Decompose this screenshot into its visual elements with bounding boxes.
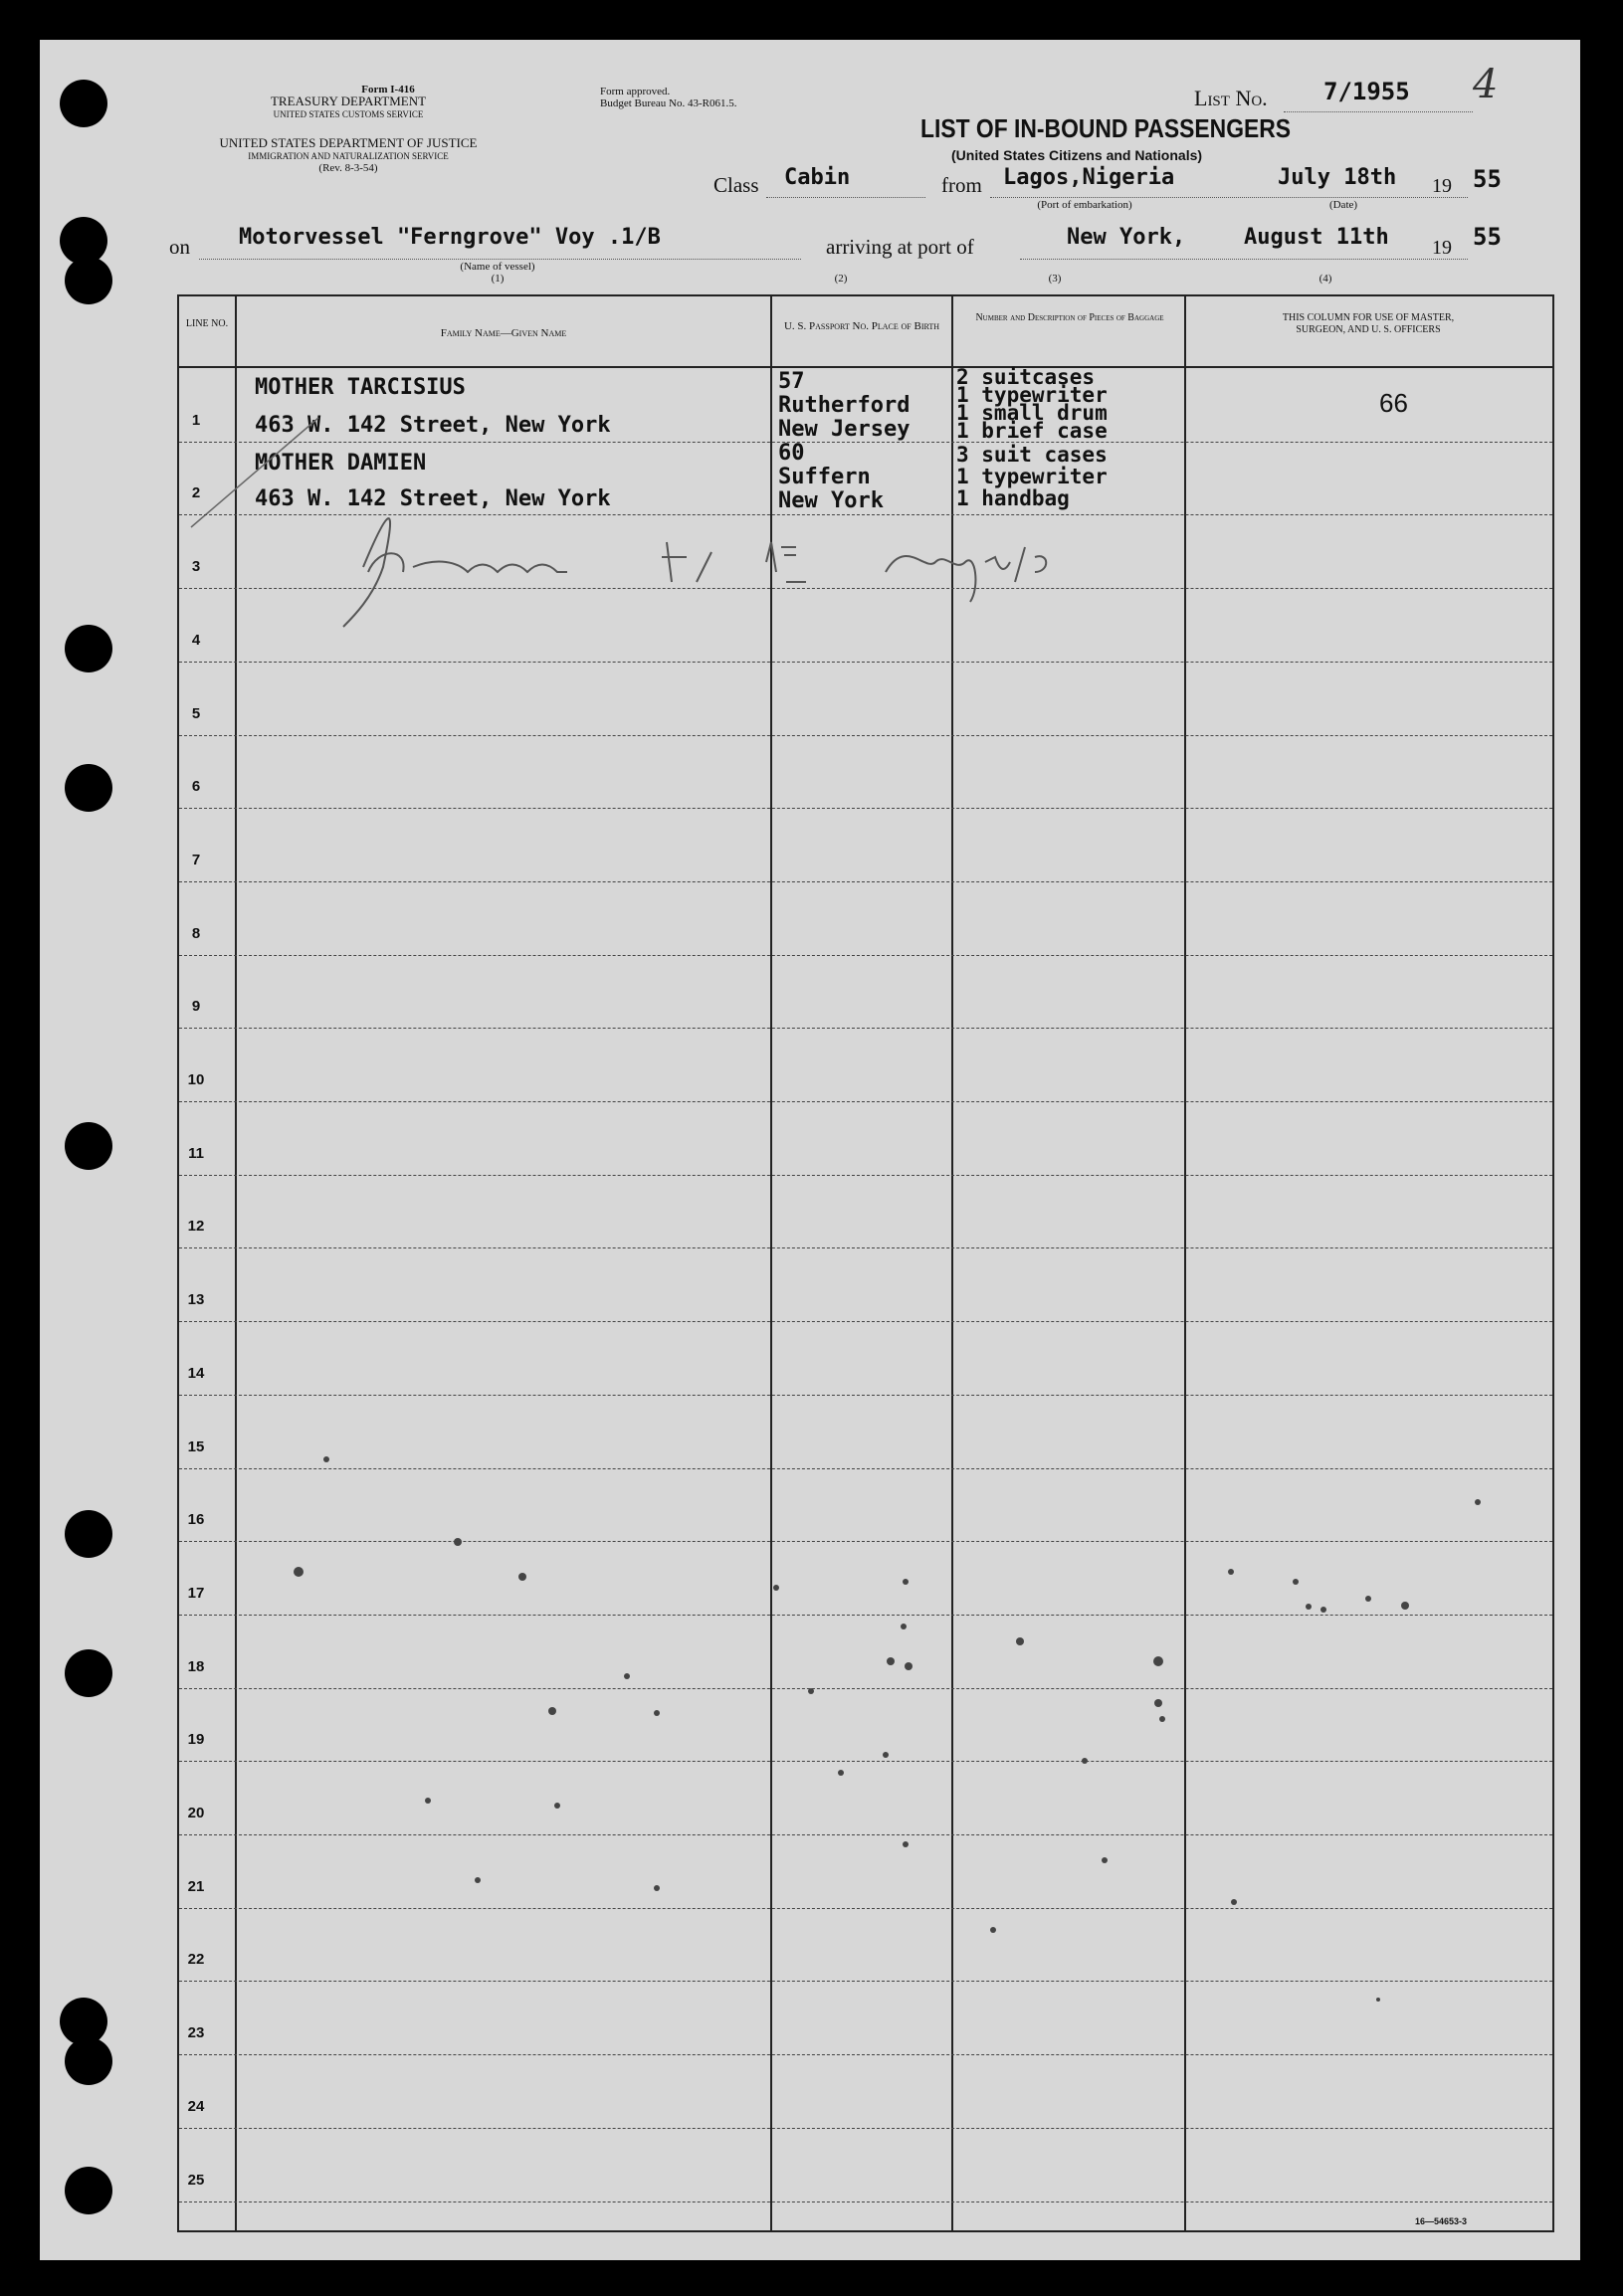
passenger-2-passport: 60 — [778, 441, 805, 466]
passenger-2-baggage-2: 1 typewriter — [956, 465, 1108, 488]
speckle-dot — [323, 1456, 329, 1462]
departure-date: July 18th — [1278, 165, 1397, 190]
table-row-line — [179, 1688, 1552, 1689]
table-row-line — [179, 2054, 1552, 2055]
speckle-dot — [554, 1803, 560, 1809]
line-number: 12 — [187, 1218, 205, 1236]
speckle-dot — [1016, 1637, 1024, 1645]
speckle-dot — [1228, 1569, 1234, 1575]
table-row-line — [179, 514, 1552, 515]
table-row-line — [179, 1615, 1552, 1616]
passenger-1-baggage-2: 1 typewriter — [956, 383, 1108, 407]
vessel-name: Motorvessel "Ferngrove" Voy .1/B — [239, 225, 661, 250]
arriving-label: arriving at port of — [826, 235, 974, 259]
line-number: 7 — [191, 851, 201, 868]
table-row-line — [179, 2128, 1552, 2129]
document-subtitle: (United States Citizens and Nationals) — [951, 147, 1203, 163]
speckle-dot — [1231, 1899, 1237, 1905]
arrival-date: August 11th — [1244, 225, 1389, 250]
line-number: 18 — [187, 1657, 205, 1675]
table-row-line — [179, 1981, 1552, 1982]
table-row-line — [179, 1175, 1552, 1176]
arrival-year: 55 — [1473, 223, 1502, 251]
table-row-line — [179, 1468, 1552, 1469]
passenger-2-baggage-3: 1 handbag — [956, 486, 1070, 510]
ins-service: IMMIGRATION AND NATURALIZATION SERVICE — [248, 151, 449, 161]
corner-number: 4 — [1473, 62, 1499, 107]
passenger-1-birth-city: Rutherford — [778, 393, 911, 418]
speckle-dot — [1475, 1499, 1481, 1505]
table-row-line — [179, 1321, 1552, 1322]
departure-year-prefix: 19 — [1432, 175, 1452, 197]
table-row-line — [179, 735, 1552, 736]
line-number: 22 — [187, 1951, 205, 1969]
line-number: 8 — [191, 924, 201, 942]
table-row-line — [179, 588, 1552, 589]
column-header-passport: U. S. Passport No. Place of Birth — [783, 320, 940, 332]
treasury-department: TREASURY DEPARTMENT — [270, 94, 427, 108]
line-number: 15 — [187, 1437, 205, 1455]
table-row-line — [179, 1028, 1552, 1029]
line-number: 16 — [187, 1511, 205, 1529]
line-number: 2 — [191, 484, 201, 502]
line-number: 4 — [191, 631, 201, 649]
arrival-port: New York, — [1067, 225, 1186, 250]
line-number: 1 — [191, 411, 201, 429]
speckle-dot — [518, 1573, 526, 1581]
table-row-line — [179, 1908, 1552, 1909]
class-value: Cabin — [784, 165, 851, 190]
caption-2: (2) — [834, 273, 848, 285]
speckle-dot — [1102, 1857, 1108, 1863]
speckle-dot — [654, 1710, 660, 1716]
speckle-dot — [1306, 1604, 1312, 1610]
passenger-2-address: 463 W. 142 Street, New York — [255, 486, 611, 511]
speckle-dot — [903, 1579, 909, 1585]
passenger-1-birth-state: New Jersey — [778, 417, 911, 442]
speckle-dot — [654, 1885, 660, 1891]
speckle-dot — [905, 1662, 913, 1670]
table-row-line — [179, 1101, 1552, 1102]
passenger-2-birth-state: New York — [778, 488, 884, 513]
arrival-year-prefix: 19 — [1432, 237, 1452, 259]
line-number: 23 — [187, 2024, 205, 2042]
page-speckles — [40, 40, 1580, 2260]
line-number: 5 — [191, 704, 201, 722]
revision-date: (Rev. 8-3-54) — [318, 162, 378, 174]
line-number: 9 — [191, 998, 201, 1016]
line-number: 21 — [187, 1877, 205, 1895]
passenger-1-name: MOTHER TARCISIUS — [255, 375, 466, 400]
table-row-line — [179, 442, 1552, 443]
officer-note: 66 — [1379, 388, 1408, 418]
speckle-dot — [990, 1927, 996, 1933]
line-number: 14 — [187, 1364, 205, 1382]
passenger-list-document — [40, 40, 1580, 2260]
customs-service: UNITED STATES CUSTOMS SERVICE — [273, 109, 424, 119]
speckle-dot — [1376, 1998, 1380, 2002]
table-row-line — [179, 1395, 1552, 1396]
column-header-name: Family Name—Given Name — [440, 327, 567, 339]
line-number: 13 — [187, 1291, 205, 1309]
table-row-line — [179, 955, 1552, 956]
passenger-1-passport: 57 — [778, 369, 805, 394]
budget-bureau: Budget Bureau No. 43-R061.5. — [600, 97, 737, 109]
port-of-embarkation: Lagos,Nigeria — [1003, 165, 1175, 190]
passenger-2-name: MOTHER DAMIEN — [255, 451, 427, 476]
table-row-line — [179, 881, 1552, 882]
speckle-dot — [1293, 1579, 1299, 1585]
passenger-2-birth-city: Suffern — [778, 465, 871, 489]
speckle-dot — [838, 1770, 844, 1776]
class-label: Class — [713, 173, 759, 197]
passenger-1-baggage-4: 1 brief case — [956, 419, 1108, 443]
speckle-dot — [475, 1877, 481, 1883]
document-title: LIST OF IN-BOUND PASSENGERS — [920, 113, 1292, 143]
caption-3: (3) — [1048, 273, 1062, 285]
table-row-line — [179, 808, 1552, 809]
speckle-dot — [1320, 1607, 1326, 1613]
form-number: Form I-416 — [361, 84, 415, 96]
speckle-dot — [1159, 1716, 1165, 1722]
port-caption: (Port of embarkation) — [1037, 199, 1132, 211]
passenger-2-baggage-1: 3 suit cases — [956, 443, 1108, 467]
speckle-dot — [1153, 1656, 1163, 1666]
speckle-dot — [1401, 1602, 1409, 1610]
form-approved: Form approved. — [600, 86, 671, 97]
table-row-line — [179, 1541, 1552, 1542]
list-no-value: 7/1955 — [1323, 78, 1410, 105]
column-header-baggage: Number and Description of Pieces of Baggage — [975, 312, 1164, 323]
table-row-line — [179, 1834, 1552, 1835]
caption-1: (1) — [491, 273, 505, 285]
line-number: 3 — [191, 558, 201, 576]
line-number: 11 — [188, 1144, 204, 1162]
speckle-dot — [624, 1673, 630, 1679]
speckle-dot — [425, 1798, 431, 1804]
table-row-line — [179, 1247, 1552, 1248]
speckle-dot — [903, 1841, 909, 1847]
date-caption: (Date) — [1328, 199, 1358, 211]
departure-year: 55 — [1473, 165, 1502, 193]
speckle-dot — [883, 1752, 889, 1758]
line-number: 25 — [187, 2171, 205, 2189]
speckle-dot — [887, 1657, 895, 1665]
speckle-dot — [1154, 1699, 1162, 1707]
on-label: on — [169, 235, 190, 259]
line-number: 24 — [187, 2097, 205, 2115]
table-row-line — [179, 2201, 1552, 2202]
list-no-label: List No. — [1194, 86, 1268, 110]
passenger-1-address: 463 W. 142 Street, New York — [255, 413, 611, 438]
table-row-line — [179, 1761, 1552, 1762]
line-number: 6 — [191, 778, 201, 796]
print-code: 16—54653-3 — [1415, 2216, 1468, 2226]
line-number: 10 — [187, 1071, 205, 1088]
vessel-caption: (Name of vessel) — [460, 261, 535, 273]
line-number: 17 — [187, 1584, 205, 1602]
passenger-1-baggage-1: 2 suitcases — [956, 365, 1096, 389]
speckle-dot — [773, 1585, 779, 1591]
caption-4: (4) — [1319, 273, 1332, 285]
table-row-line — [179, 662, 1552, 663]
speckle-dot — [808, 1688, 814, 1694]
column-header-line-no: LINE NO. — [185, 318, 229, 329]
from-label: from — [941, 173, 982, 197]
passenger-1-baggage-3: 1 small drum — [956, 401, 1108, 425]
speckle-dot — [294, 1567, 304, 1577]
speckle-dot — [548, 1707, 556, 1715]
column-header-officers: THIS COLUMN FOR USE OF MASTER, SURGEON, AND U. S. OFFICERS — [1282, 312, 1455, 335]
speckle-dot — [1365, 1596, 1371, 1602]
line-number: 19 — [187, 1731, 205, 1749]
speckle-dot — [901, 1624, 907, 1629]
line-number: 20 — [187, 1805, 205, 1821]
justice-department: UNITED STATES DEPARTMENT OF JUSTICE — [219, 135, 478, 150]
